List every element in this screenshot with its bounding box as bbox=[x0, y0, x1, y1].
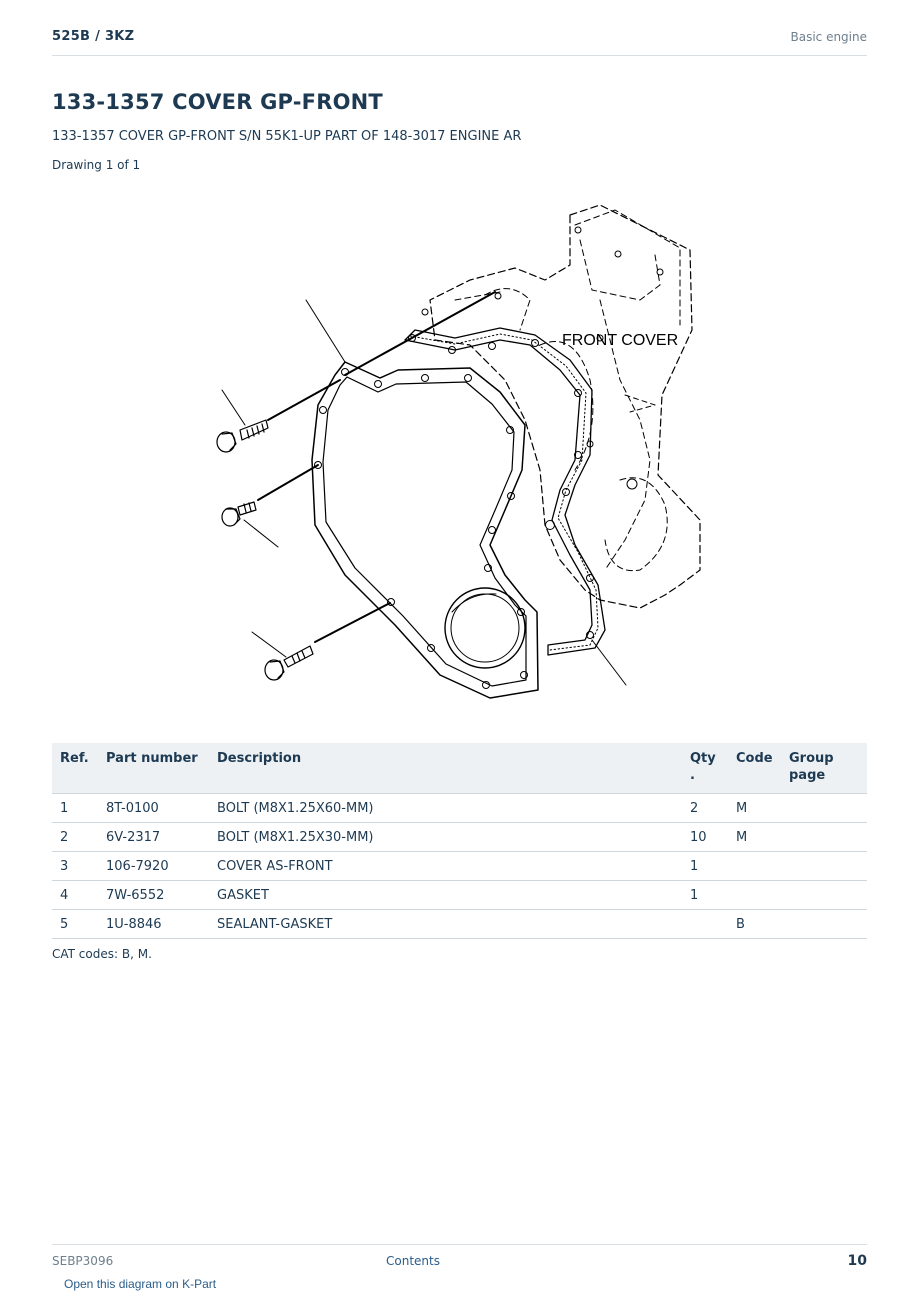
page-footer bbox=[52, 1244, 867, 1275]
table-row bbox=[52, 881, 867, 910]
cell-group-page bbox=[781, 881, 867, 910]
col-header-part-number: Part number bbox=[98, 743, 209, 794]
cell-qty: 10 bbox=[682, 823, 728, 852]
cell-group-page bbox=[781, 823, 867, 852]
leader-line bbox=[222, 390, 245, 425]
cell-description: GASKET bbox=[209, 881, 682, 910]
cell-code: M bbox=[728, 823, 781, 852]
leader-line bbox=[306, 300, 345, 362]
leader-line bbox=[592, 640, 626, 685]
contents-link[interactable]: Contents bbox=[386, 1254, 440, 1268]
col-header-ref: Ref. bbox=[52, 743, 98, 794]
cell-group-page bbox=[781, 910, 867, 939]
col-header-description: Description bbox=[209, 743, 682, 794]
document-id: SEBP3096 bbox=[52, 1254, 114, 1268]
parts-diagram bbox=[200, 195, 720, 715]
cell-code bbox=[728, 881, 781, 910]
page-header bbox=[52, 28, 867, 56]
section-name: Basic engine bbox=[790, 30, 867, 44]
leader-line bbox=[252, 632, 286, 657]
drawing-count: Drawing 1 of 1 bbox=[52, 158, 141, 172]
col-header-code: Code bbox=[728, 743, 781, 794]
timing-cover-cap bbox=[445, 588, 525, 668]
cell-description: BOLT (M8X1.25X30-MM) bbox=[209, 823, 682, 852]
cell-part-number: 8T-0100 bbox=[98, 794, 209, 823]
cell-qty: 1 bbox=[682, 881, 728, 910]
diagram-label-front-cover: FRONT COVER bbox=[562, 332, 679, 349]
bolt-ref-2 bbox=[222, 465, 318, 526]
col-header-qty: Qty . bbox=[682, 743, 728, 794]
cell-ref: 4 bbox=[52, 881, 98, 910]
table-header-row bbox=[52, 743, 867, 794]
cell-group-page bbox=[781, 794, 867, 823]
open-kpart-link[interactable]: Open this diagram on K-Part bbox=[64, 1277, 217, 1291]
bolt-ref-3 bbox=[265, 603, 390, 680]
cell-description: BOLT (M8X1.25X60-MM) bbox=[209, 794, 682, 823]
page-title: 133-1357 COVER GP-FRONT bbox=[52, 90, 383, 114]
engine-housing-outline bbox=[430, 205, 700, 608]
cell-qty: 1 bbox=[682, 852, 728, 881]
cell-description: COVER AS-FRONT bbox=[209, 852, 682, 881]
cell-ref: 1 bbox=[52, 794, 98, 823]
cat-codes-note: CAT codes: B, M. bbox=[52, 947, 152, 961]
cell-qty: 2 bbox=[682, 794, 728, 823]
cell-part-number: 7W-6552 bbox=[98, 881, 209, 910]
col-header-group-page: Group page bbox=[781, 743, 867, 794]
page-subtitle: 133-1357 COVER GP-FRONT S/N 55K1-UP PART OF 148-3017 ENGINE AR bbox=[52, 129, 522, 144]
table-row bbox=[52, 794, 867, 823]
leader-line bbox=[244, 520, 278, 547]
cell-part-number: 106-7920 bbox=[98, 852, 209, 881]
cell-code: B bbox=[728, 910, 781, 939]
cell-ref: 2 bbox=[52, 823, 98, 852]
page-number: 10 bbox=[847, 1253, 867, 1269]
cell-qty bbox=[682, 910, 728, 939]
cell-group-page bbox=[781, 852, 867, 881]
table-row bbox=[52, 852, 867, 881]
cell-ref: 5 bbox=[52, 910, 98, 939]
bolt-ref-1 bbox=[217, 380, 340, 452]
gasket-outline bbox=[405, 328, 605, 655]
table-row bbox=[52, 910, 867, 939]
table-row bbox=[52, 823, 867, 852]
cell-code bbox=[728, 852, 781, 881]
cell-part-number: 1U-8846 bbox=[98, 910, 209, 939]
parts-table bbox=[52, 743, 867, 939]
front-cover-outline bbox=[312, 362, 538, 698]
cell-description: SEALANT-GASKET bbox=[209, 910, 682, 939]
model-title: 525B / 3KZ bbox=[52, 29, 135, 44]
cell-ref: 3 bbox=[52, 852, 98, 881]
cell-part-number: 6V-2317 bbox=[98, 823, 209, 852]
cell-code: M bbox=[728, 794, 781, 823]
